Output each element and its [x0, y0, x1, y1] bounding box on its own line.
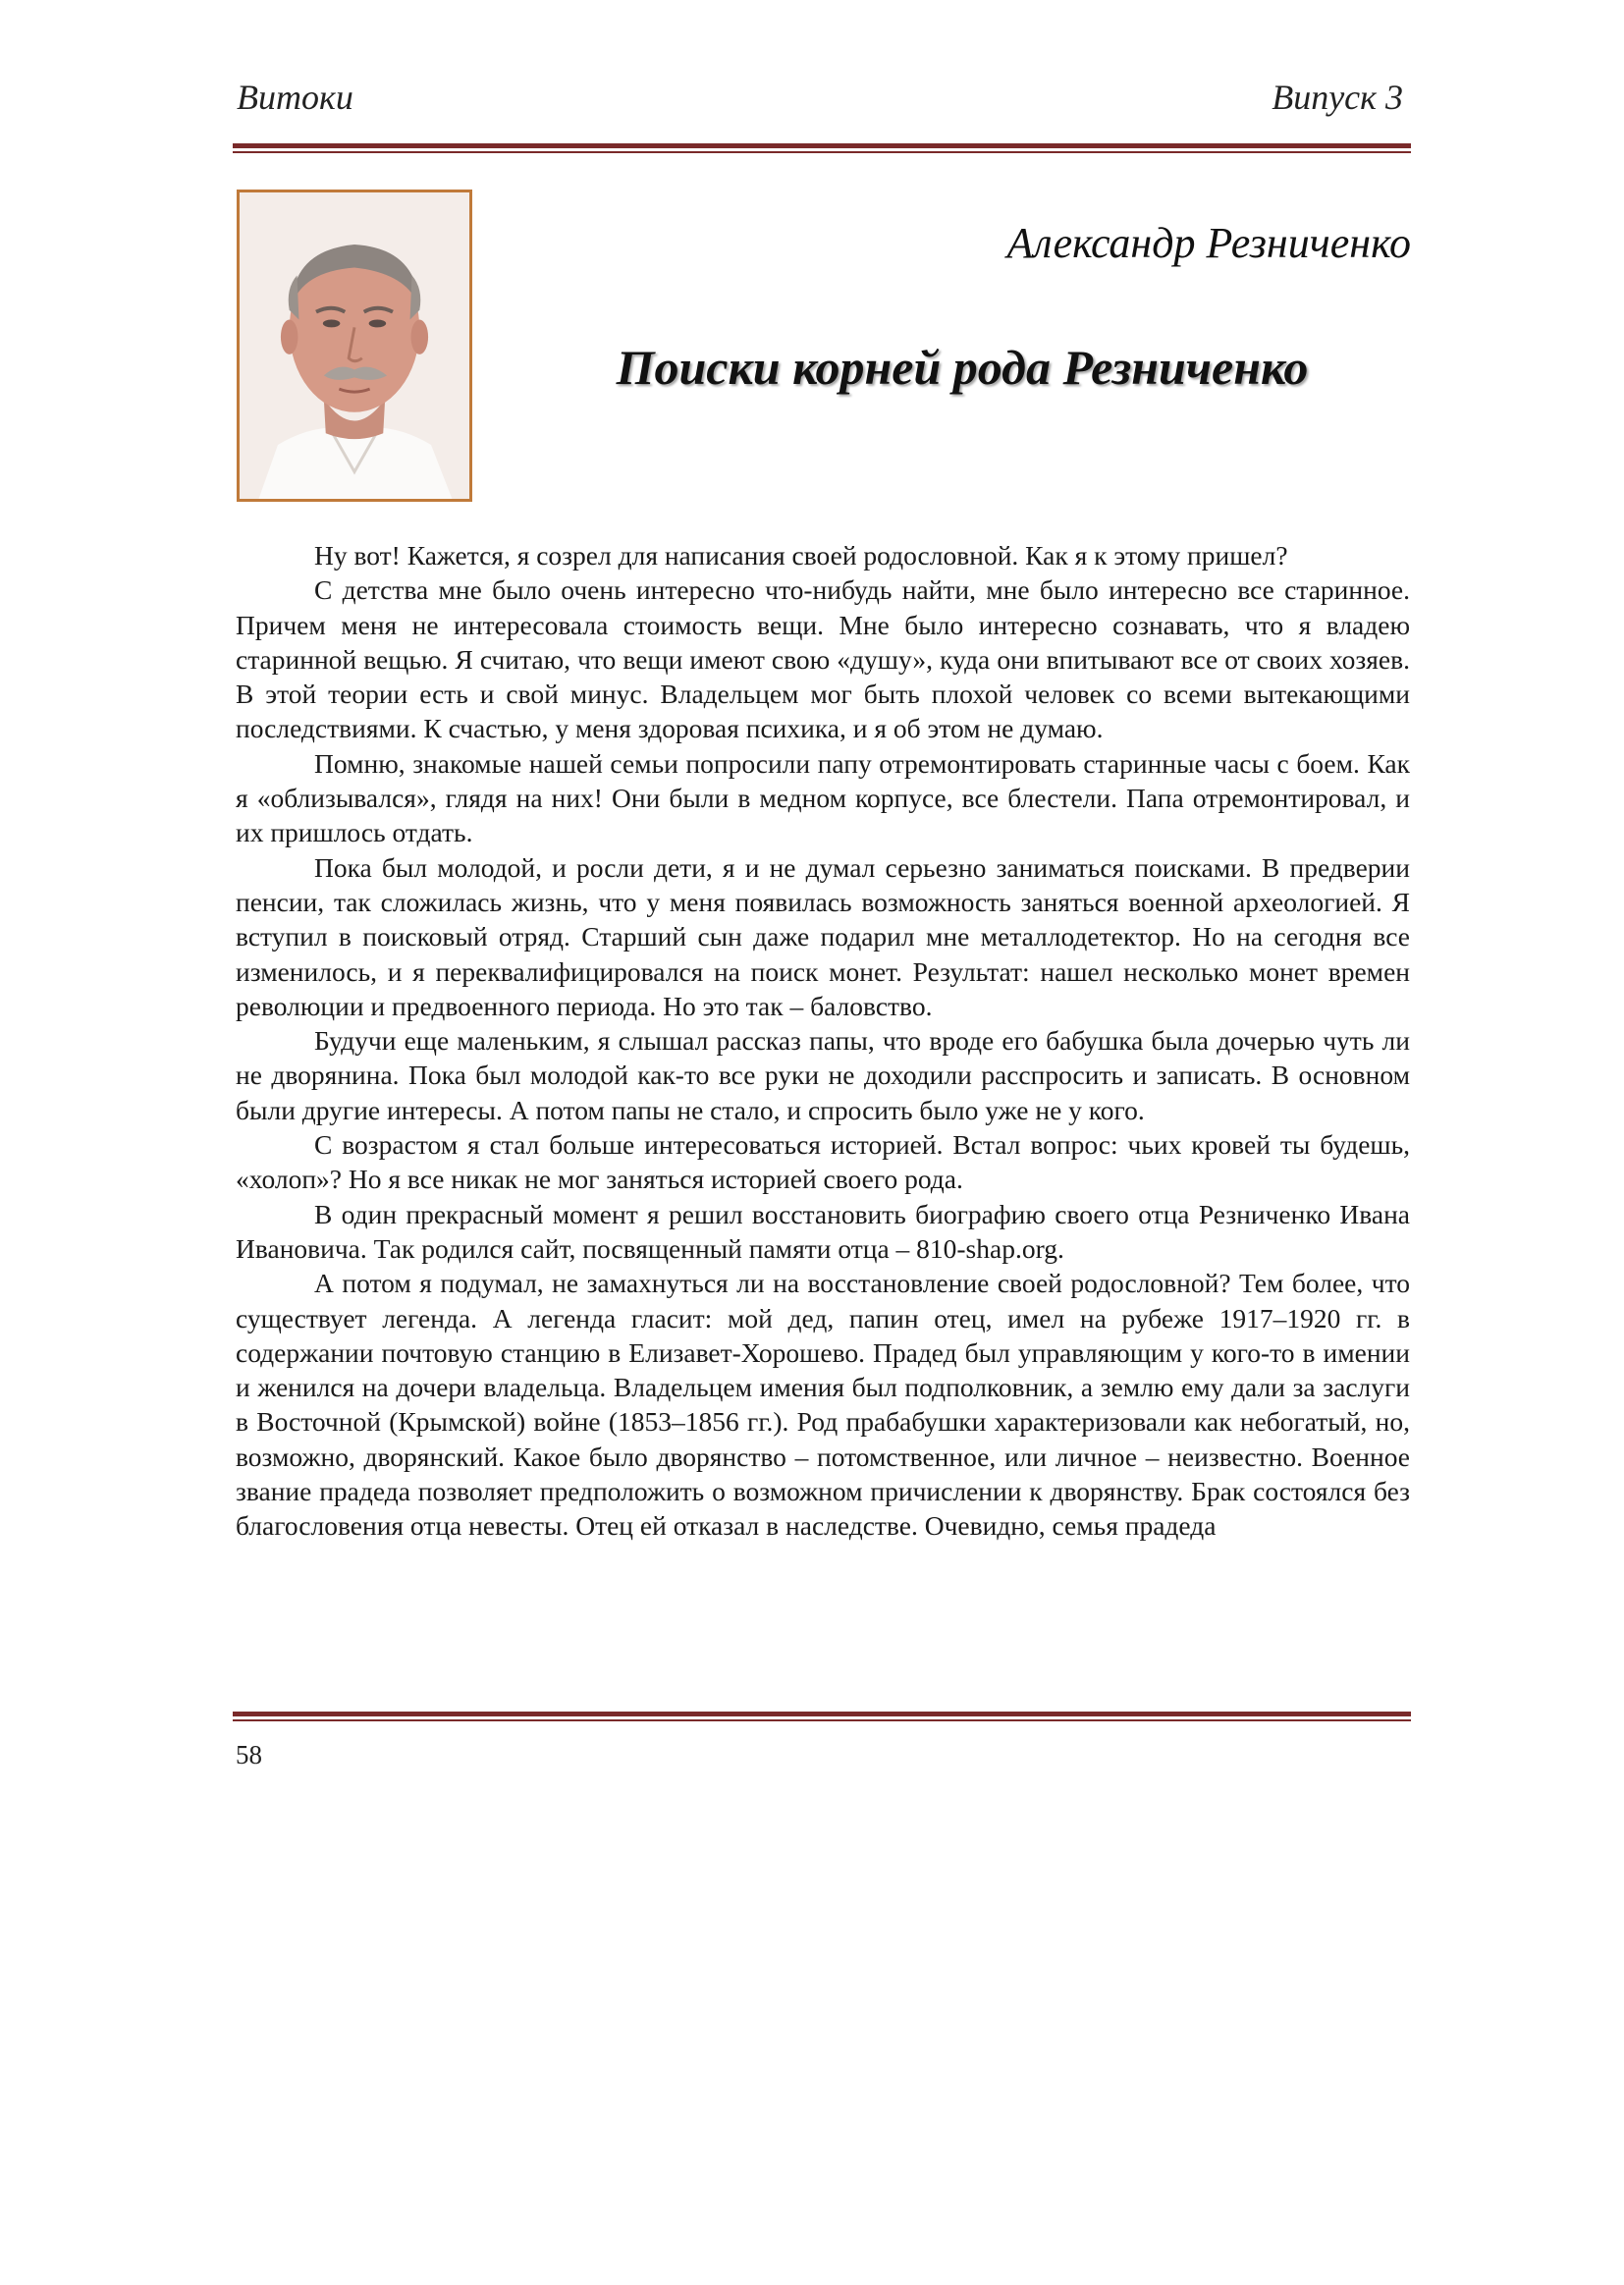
running-header [233, 77, 1411, 126]
paragraph: С возрастом я стал больше интересоваться историей. Встал вопрос: чьих кровей ты будешь, «холоп»? Но я все никак не мог заняться историей своего рода. [236, 1129, 1410, 1195]
author-portrait-image [240, 192, 469, 499]
article-author: Александр Резниченко [1006, 219, 1411, 267]
author-photo [237, 190, 472, 502]
footer-rule [233, 1712, 1411, 1721]
paragraph: Ну вот! Кажется, я созрел для написания своей родословной. Как я к этому пришел? [314, 540, 1288, 571]
paragraph: Помню, знакомые нашей семьи попросили папу отремонтировать старинные часы с боем. Как я «облизывался», глядя на них! Они были в медном корпусе, все блестели. Папа отремонтировал, и их пришлось отдать. [236, 747, 1410, 848]
paragraph: Пока был молодой, и росли дети, я и не думал серьезно заниматься поисками. В предверии пенсии, так сложилась жизнь, что у меня появилась возможность заняться военной археологией. Я вступил в поисковый отряд. Старший сын даже подарил мне металлодетектор. Но на сегодня все изменилось, и я переквалифицировался на поиск монет. Результат: нашел несколько монет времен революции и предвоенного периода. Но это так – баловство. [236, 851, 1410, 1021]
header-rule [233, 143, 1411, 153]
article-body [236, 538, 1410, 1544]
paragraph: С детства мне было очень интересно что-нибудь найти, мне было интересно все старинное. Причем меня не интересовала стоимость вещи. Мне было интересно сознавать, что я владею старинной вещью. Я считаю, что вещи имеют свою «душу», куда они впитывают все от своих хозяев. В этой теории есть и свой минус. Владельцем мог быть плохой человек со всеми вытекающими последствиями. К счастью, у меня здоровая психика, и я об этом не думаю. [236, 574, 1410, 744]
page-number: 58 [236, 1740, 262, 1769]
paragraph: Будучи еще маленьким, я слышал рассказ папы, что вроде его бабушка была дочерью чуть ли не дворянина. Пока был молодой как-то все руки не доходили расспросить и записать. В основном были другие интересы. А потом папы не стало, и спросить было уже не у кого. [236, 1025, 1410, 1125]
journal-name: Витоки [237, 78, 353, 117]
article-title: Поиски корней рода Резниченко [616, 340, 1309, 395]
issue-label: Випуск 3 [1272, 78, 1403, 117]
paragraph: А потом я подумал, не замахнуться ли на восстановление своей родословной? Тем более, что существует легенда. А легенда гласит: мой дед, папин отец, имел на рубеже 1917–1920 гг. в содержании почтовую станцию в Елизавет-Хорошево. Прадед был управляющим у кого-то в имении и женился на дочери владельца. Владельцем имения был подполковник, а землю ему дали за заслуги в Восточной (Крымской) войне (1853–1856 гг.). Род прабабушки характеризовали как небогатый, но, возможно, дворянский. Какое было дворянство – потомственное, или личное – неизвестно. Военное звание прадеда позволяет предположить о возможном причислении к дворянству. Брак состоялся без благословения отца невесты. Отец ей отказал в наследстве. Очевидно, семья прадеда [236, 1268, 1410, 1542]
paragraph: В один прекрасный момент я решил восстановить биографию своего отца Резниченко Ивана Ивановича. Так родился сайт, посвященный памяти отца – 810-shap.org. [236, 1198, 1410, 1264]
